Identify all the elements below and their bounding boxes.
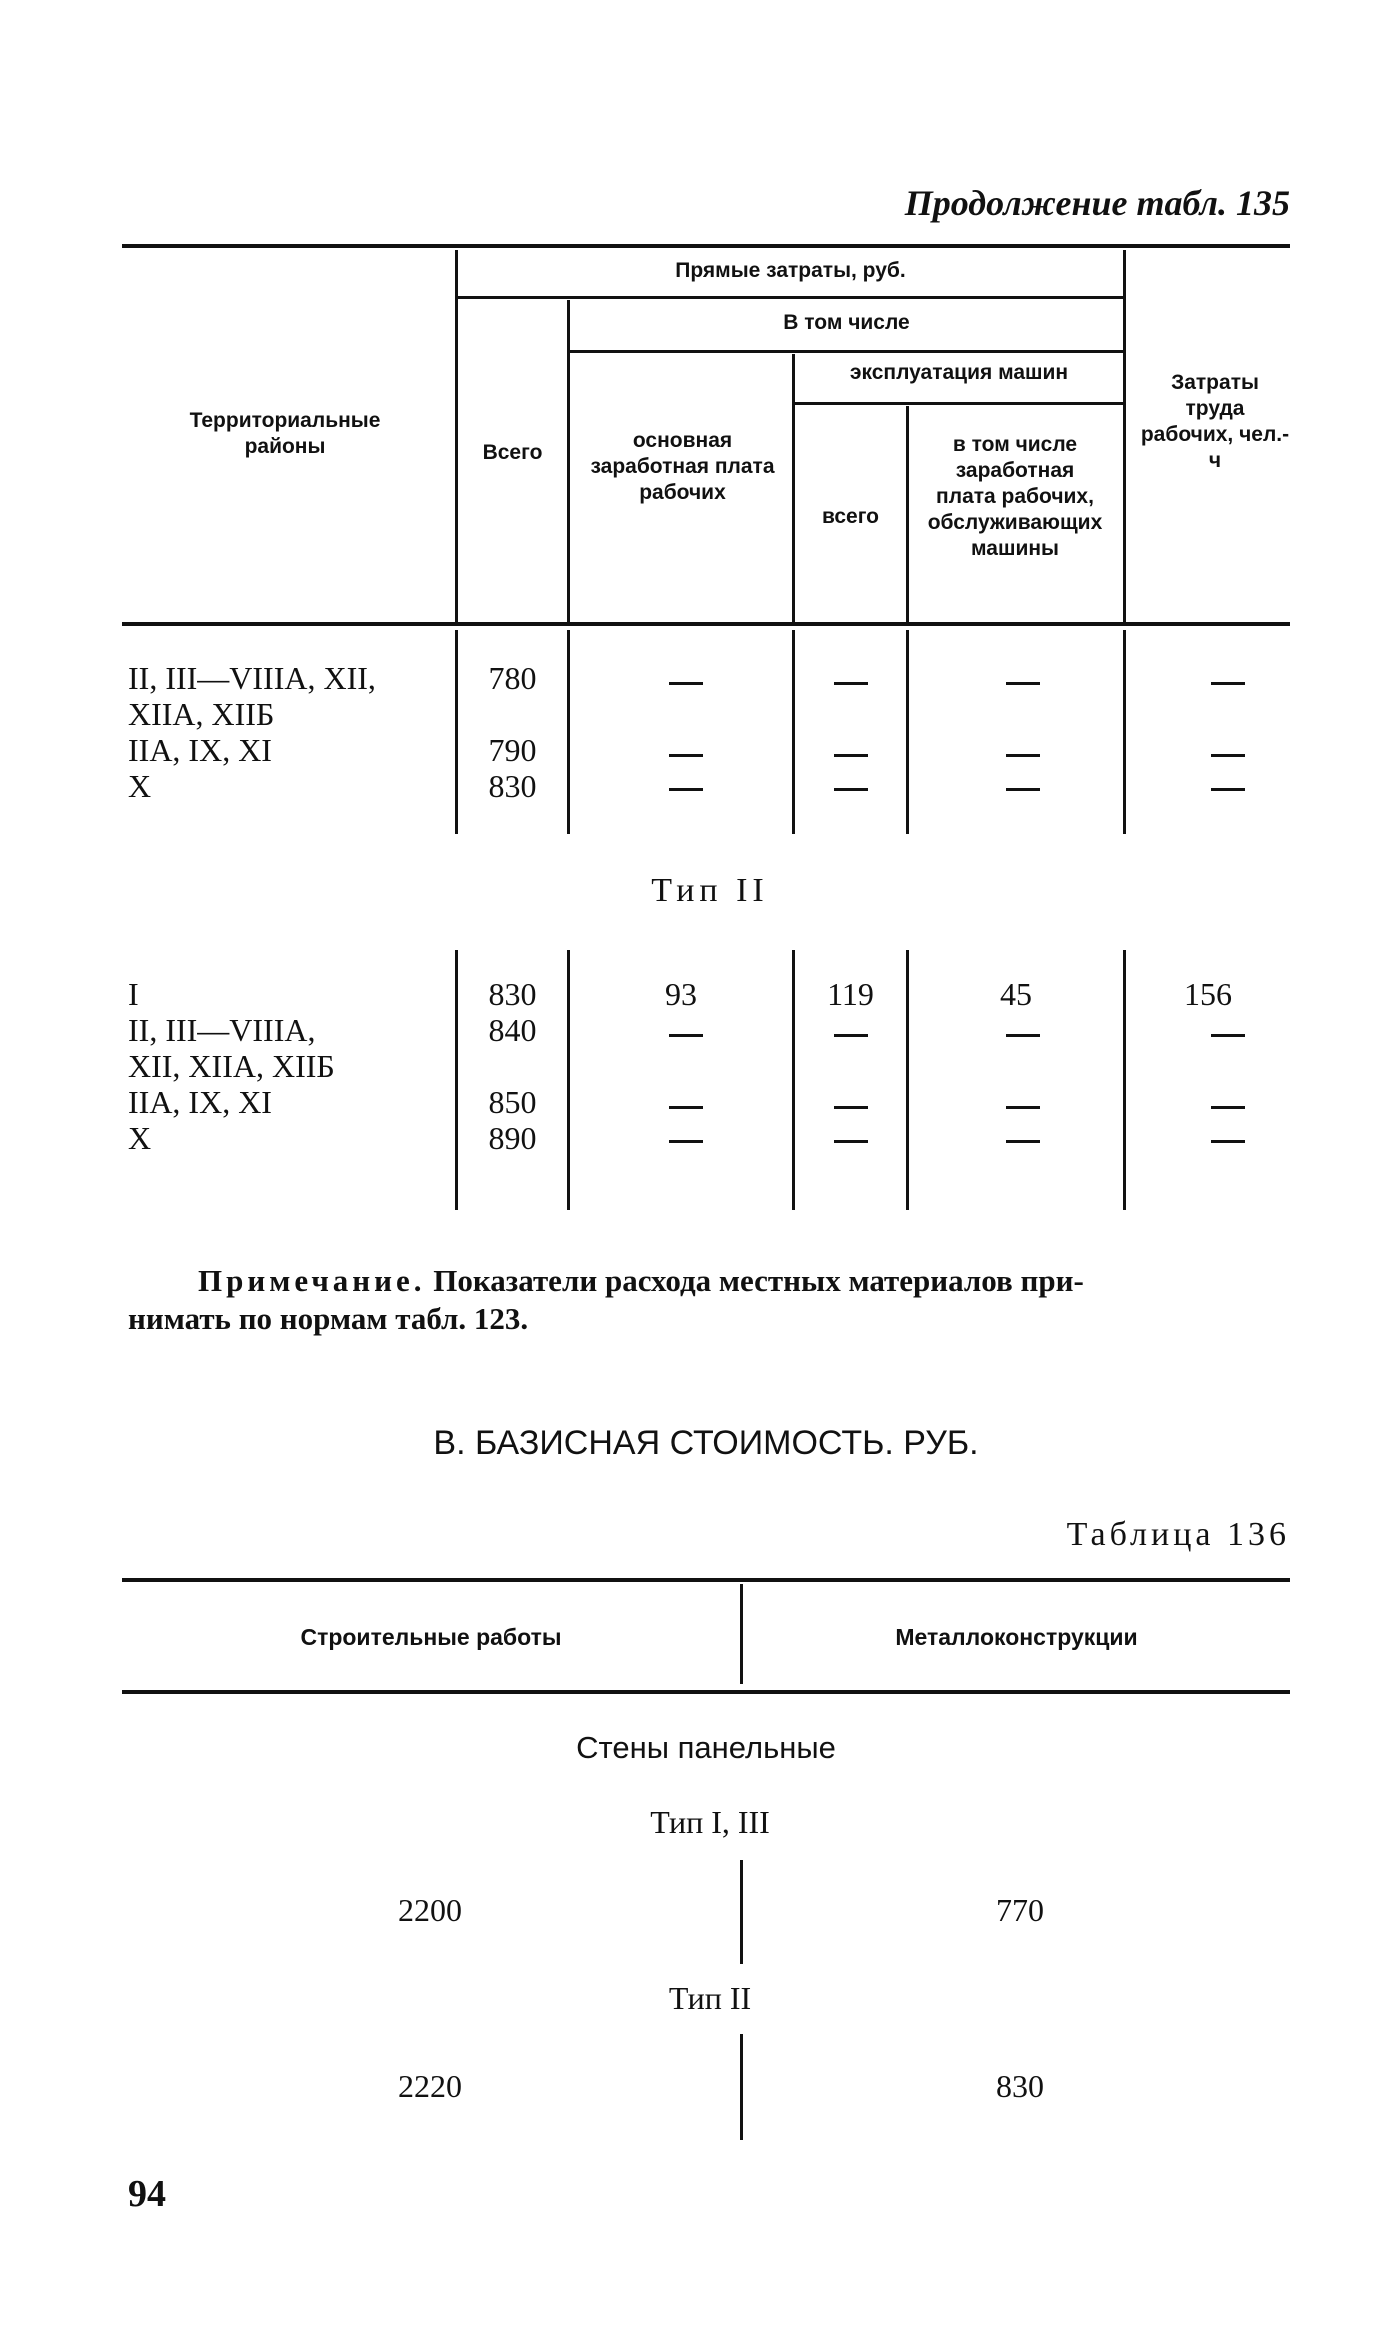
dash: [834, 1140, 868, 1143]
dash: [1006, 788, 1040, 791]
header-metal-structures: Металлоконструкции: [895, 1624, 1138, 1650]
block1-region-3: IIA, IX, XI: [128, 732, 272, 768]
block2-base-wage-1: 93: [665, 976, 697, 1012]
type2-subheading: Тип II: [651, 872, 769, 909]
header-total: Всего: [482, 441, 543, 464]
dash: [669, 754, 703, 757]
type2-label: Тип II: [668, 1980, 752, 2016]
type2-construction-value: 2220: [398, 2068, 462, 2104]
header-including: В том числе: [783, 311, 910, 334]
dash: [834, 682, 868, 685]
group-panel-walls: Стены панельные: [576, 1730, 836, 1765]
body1-vline-4: [906, 630, 909, 834]
header-machine-total: всего: [821, 505, 880, 528]
header-labor: Затраты труда рабочих, чел.-ч: [1140, 371, 1290, 472]
block2-region-3: XII, XIIA, XIIБ: [128, 1048, 335, 1084]
block1-total-1: 780: [488, 660, 537, 696]
dash: [1006, 754, 1040, 757]
block2-machine-total-1: 119: [827, 976, 874, 1012]
type2-metal-value: 830: [996, 2068, 1044, 2104]
note-text-1: Показатели расхода местных материалов при-: [425, 1263, 1084, 1298]
table-top-rule: [122, 244, 1290, 248]
type2-vline: [740, 2034, 743, 2140]
dash: [834, 1034, 868, 1037]
type1-construction-value: 2200: [398, 1892, 462, 1928]
header-rule-direct: [458, 296, 1123, 299]
dash: [1211, 1034, 1245, 1037]
dash: [669, 1106, 703, 1109]
block1-total-3: 830: [488, 768, 537, 804]
dash: [834, 1106, 868, 1109]
note: [128, 1262, 1290, 1338]
dash: [1211, 682, 1245, 685]
header-regions: Территориальные районы: [189, 409, 381, 458]
dash: [1006, 1140, 1040, 1143]
block2-machine-wage-1: 45: [1000, 976, 1032, 1012]
dash: [1211, 754, 1245, 757]
dash: [1006, 682, 1040, 685]
block2-total-2: 840: [488, 1012, 537, 1048]
block2-total-4: 890: [488, 1120, 537, 1156]
block2-labor-1: 156: [1184, 976, 1232, 1012]
header-vline-5: [1123, 250, 1126, 622]
block2-region-5: X: [128, 1120, 152, 1156]
block2-region-2: II, III—VIIIA,: [128, 1012, 316, 1048]
header-machine-operation: эксплуатация машин: [849, 361, 1069, 384]
type1-label: Тип I, III: [650, 1804, 770, 1840]
type1-vline: [740, 1860, 743, 1964]
section-title: В. БАЗИСНАЯ СТОИМОСТЬ. РУБ.: [433, 1424, 979, 1462]
table136-top-rule: [122, 1578, 1290, 1582]
note-label: Примечание.: [198, 1263, 426, 1298]
block1-region-1: II, III—VIIIA, XII,: [128, 660, 376, 696]
dash: [1211, 788, 1245, 791]
block2-region-1: I: [128, 976, 139, 1012]
header-rule-machines: [795, 402, 1123, 405]
block1-region-2: XIIA, XIIБ: [128, 696, 275, 732]
dash: [669, 1140, 703, 1143]
note-text-2: нимать по нормам табл. 123.: [128, 1301, 529, 1336]
dash: [834, 754, 868, 757]
block2-total-3: 850: [488, 1084, 537, 1120]
header-vline-3: [792, 354, 795, 622]
dash: [669, 788, 703, 791]
header-vline-4: [906, 406, 909, 622]
body1-vline-3: [792, 630, 795, 834]
block1-total-2: 790: [488, 732, 537, 768]
header-vline-2: [567, 300, 570, 622]
dash: [1211, 1140, 1245, 1143]
dash: [1006, 1106, 1040, 1109]
dash: [669, 1034, 703, 1037]
block2-region-4: IIA, IX, XI: [128, 1084, 272, 1120]
header-base-wage: основная заработная плата рабочих: [590, 429, 775, 504]
header-vline-1: [455, 250, 458, 622]
table136-header-bottom-rule: [122, 1690, 1290, 1694]
body1-vline-2: [567, 630, 570, 834]
type1-metal-value: 770: [996, 1892, 1044, 1928]
header-construction-works: Строительные работы: [300, 1624, 562, 1650]
header-bottom-rule: [122, 622, 1290, 626]
block2-total-1: 830: [488, 976, 537, 1012]
dash: [1211, 1106, 1245, 1109]
block1-region-4: X: [128, 768, 152, 804]
dash: [834, 788, 868, 791]
body1-vline-5: [1123, 630, 1126, 834]
dash: [669, 682, 703, 685]
header-direct-costs: Прямые затраты, руб.: [675, 259, 906, 282]
header-rule-including: [570, 350, 1123, 353]
table-136-caption: Таблица 136: [1066, 1516, 1290, 1553]
header-machine-wage: в том числе заработная плата рабочих, обслуживающих машины: [927, 433, 1103, 560]
page-number: 94: [128, 2173, 166, 2215]
dash: [1006, 1034, 1040, 1037]
continuation-caption: Продолжение табл. 135: [904, 183, 1290, 223]
